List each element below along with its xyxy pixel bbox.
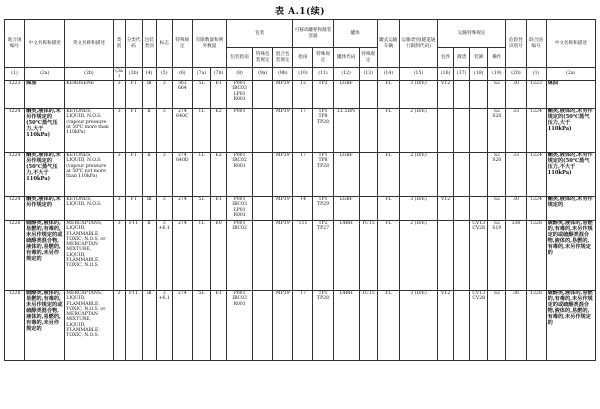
cell-excepted-quantity: E1	[210, 80, 226, 108]
col-number: (15)	[399, 68, 437, 81]
header-hazard-id: 危险性识别号	[506, 20, 526, 68]
cell-un-no: 1228	[5, 290, 25, 360]
cell-class-code: F1	[125, 196, 142, 220]
cell-tsp-packages	[438, 108, 454, 152]
cell-name-en: KETONES, LIQUID, N.O.S. (vapour pressure at 50℃ more than 110kPa)	[65, 108, 113, 152]
cell-transport-category: 3 (D/E)	[399, 290, 437, 360]
col-number: (18)	[470, 68, 488, 81]
col-number: (17)	[454, 68, 470, 81]
cell-tsp-loading	[470, 152, 488, 196]
cell-tsp-bulk	[454, 80, 470, 108]
col-number: (4)	[142, 68, 156, 81]
cell-tsp-loading	[470, 80, 488, 108]
cell-name-zh: 硫醇类,液体的,易燃的,有毒的,未另作规定的或硫醇类混合物,液体的,易燃的,有毒的,未另作规定的	[25, 290, 65, 360]
cell-name-zh-right: 硫醇类,液体的,易燃的,有毒的,未另作规定的或硫醇类混合物,液体的,易燃的,有毒的,未另作规定的	[546, 290, 595, 360]
cell-name-zh: 酮类,液体的,未另作规定的	[25, 196, 65, 220]
cell-transport-category: 2 (D/E)	[399, 152, 437, 196]
cell-hazard-id: 36	[506, 290, 526, 360]
cell-un-no-right: 1228	[526, 220, 546, 290]
col-number: (3b)	[125, 68, 142, 81]
header-rtank-sp: 特殊规定	[359, 48, 377, 68]
cell-transport-category: 2 (D/E)	[399, 108, 437, 152]
cell-excepted-quantity: E2	[210, 152, 226, 196]
cell-limited-quantity: 5L	[192, 80, 210, 108]
cell-name-zh: 酮类,液体的,未另作规定的(50℃蒸气压力,不大于110kPa)	[25, 152, 65, 196]
cell-mixed-packing: MP19	[273, 196, 293, 220]
cell-name-zh-right: 酮类,液体的,未另作规定的(50℃蒸气压力,大于110kPa)	[546, 108, 595, 152]
cell-special-provisions: 274	[172, 290, 192, 360]
cell-un-no-right: 1224	[526, 196, 546, 220]
col-number: (2b)	[65, 68, 113, 81]
cell-class: 3	[113, 220, 125, 290]
cell-limited-quantity: 1L	[192, 152, 210, 196]
col-number: (12)	[333, 68, 359, 81]
col-number: (6)	[172, 68, 192, 81]
cell-excepted-quantity: E0	[210, 220, 226, 290]
cell-vehicle: FL	[377, 80, 399, 108]
cell-un-no-right: 1228	[526, 290, 546, 360]
header-label: 标志	[156, 20, 172, 68]
cell-tsp-bulk	[454, 196, 470, 220]
cell-pack-inst: P001 IBC02	[227, 220, 253, 290]
header-name-en: 英文名称和描述	[65, 20, 113, 68]
header-special-provisions: 特殊规定	[172, 20, 192, 68]
header-tsp-bulk: 散货	[454, 48, 470, 68]
cell-rtank-sp: TU15	[359, 290, 377, 360]
cell-name-en: KETONES, LIQUID, N.O.S.	[65, 196, 113, 220]
col-number: (16)	[438, 68, 454, 81]
header-class: 类别	[113, 20, 125, 68]
cell-un-no: 1223	[5, 80, 25, 108]
header-mixed-packing: 混合包装规定	[273, 48, 293, 68]
cell-packing-group: Ⅱ	[142, 152, 156, 196]
col-number: (20)	[506, 68, 526, 81]
cell-hazard-id: 30	[506, 196, 526, 220]
cell-rtank-code: L4BH	[333, 220, 359, 290]
col-number: (1)	[5, 68, 25, 81]
cell-label: 3	[156, 80, 172, 108]
col-number: (9a)	[253, 68, 273, 81]
cell-name-zh: 酮类,液体的,未另作规定的(50℃蒸气压力,大于110kPa)	[25, 108, 65, 152]
cell-rtank-sp	[359, 152, 377, 196]
header-limited-quantity: 有限数量和例外数量	[192, 20, 226, 68]
table-row	[5, 196, 596, 220]
cell-special-provisions: 274	[172, 196, 192, 220]
table-row	[5, 108, 596, 152]
cell-class: 3	[113, 196, 125, 220]
cell-tsp-bulk	[454, 108, 470, 152]
header-rtank: 罐体	[333, 20, 377, 48]
cell-packing-group: Ⅲ	[142, 196, 156, 220]
col-number: (2a)	[25, 68, 65, 81]
col-number: (19)	[488, 68, 506, 81]
cell-rtank-code: LGBF	[333, 196, 359, 220]
cell-un-no: 1224	[5, 108, 25, 152]
cell-limited-quantity: 1L	[192, 108, 210, 152]
cell-transport-category: 2 (D/E)	[399, 220, 437, 290]
cell-pack-inst: P001 IBC02 R001	[227, 152, 253, 196]
cell-rtank-code: LGBF	[333, 152, 359, 196]
col-number: (5)	[156, 68, 172, 81]
cell-un-no-right: 1223	[526, 80, 546, 108]
header-un-no-right: 联合国编号	[526, 20, 546, 68]
table-row	[5, 80, 596, 108]
cell-rtank-code: L1.5BN	[333, 108, 359, 152]
table-row	[5, 152, 596, 196]
cell-class: 3	[113, 152, 125, 196]
col-number: (8)	[227, 68, 253, 81]
cell-class: 3	[113, 80, 125, 108]
cell-tsp-operation: S2	[488, 290, 506, 360]
cell-hazard-id: 30	[506, 80, 526, 108]
cell-hazard-id: 33	[506, 152, 526, 196]
col-number: (2a)	[546, 68, 595, 81]
cell-name-zh-right: 酮类,液体的,未另作规定的	[546, 196, 595, 220]
cell-name-en: KEROSENE	[65, 80, 113, 108]
cell-un-no: 1224	[5, 196, 25, 220]
cell-class-code: FT1	[125, 220, 142, 290]
cell-tank-inst: T2	[293, 80, 313, 108]
cell-tank-inst: T7	[293, 152, 313, 196]
cell-limited-quantity: 5L	[192, 290, 210, 360]
column-number-row	[5, 68, 596, 81]
cell-class-code: F1	[125, 108, 142, 152]
cell-tsp-operation: S2 S19	[488, 220, 506, 290]
cell-name-zh-right: 煤油	[546, 80, 595, 108]
header-name-zh-right: 中文名称和描述	[546, 20, 595, 68]
cell-tsp-bulk	[454, 290, 470, 360]
cell-mixed-packing: MP19	[273, 80, 293, 108]
cell-class: 3	[113, 290, 125, 360]
cell-excepted-quantity: E2	[210, 108, 226, 152]
cell-vehicle: FL	[377, 152, 399, 196]
table-row	[5, 290, 596, 360]
col-number: (1)	[526, 68, 546, 81]
cell-label: 3	[156, 152, 172, 196]
cell-tsp-loading	[470, 108, 488, 152]
cell-excepted-quantity: E1	[210, 290, 226, 360]
cell-vehicle: FL	[377, 290, 399, 360]
cell-tank-inst: T11	[293, 220, 313, 290]
cell-limited-quantity: 1L	[192, 220, 210, 290]
table-row	[5, 220, 596, 290]
header-tank-sp: 特殊规定	[313, 48, 333, 68]
dangerous-goods-table	[4, 19, 596, 361]
cell-tsp-operation: S2	[488, 196, 506, 220]
cell-tank-sp: TP2 TP27	[313, 220, 333, 290]
cell-class-code: F1	[125, 80, 142, 108]
cell-transport-category: 3 (D/E)	[399, 80, 437, 108]
cell-name-zh-right: 酮类,液体的,未另作规定的(50℃蒸气压力,不大于110kPa)	[546, 152, 595, 196]
col-number: (7a)	[192, 68, 210, 81]
header-transport-special: 运输特殊规定	[438, 20, 506, 48]
cell-tank-inst: T4	[293, 196, 313, 220]
table-title: 表 A.1(续)	[274, 7, 326, 17]
header-transport-category: 运输类别(隧道通行限制代码)	[399, 20, 437, 68]
cell-tsp-packages	[438, 152, 454, 196]
col-number: (3a)	[113, 68, 125, 81]
cell-class-code: FT1	[125, 290, 142, 360]
cell-pack-sp	[253, 152, 273, 196]
cell-pack-sp	[253, 196, 273, 220]
cell-tsp-operation: S2 S20	[488, 108, 506, 152]
header-packaging: 包装	[227, 20, 293, 48]
cell-label: 3	[156, 108, 172, 152]
cell-packing-group: Ⅲ	[142, 290, 156, 360]
cell-rtank-sp	[359, 108, 377, 152]
cell-mixed-packing: MP19	[273, 152, 293, 196]
cell-tsp-loading: CV13 CV28	[470, 290, 488, 360]
cell-rtank-sp	[359, 196, 377, 220]
col-number: (14)	[377, 68, 399, 81]
cell-pack-inst: P001 IBC03 R001	[227, 290, 253, 360]
cell-tsp-packages	[438, 220, 454, 290]
cell-name-zh-right: 硫醇类,液体的,易燃的,有毒的,未另作规定的或硫醇类混合物,液体的,易燃的,有毒的,未另作规定的	[546, 220, 595, 290]
cell-mixed-packing: MP19	[273, 108, 293, 152]
cell-tsp-operation: S2	[488, 80, 506, 108]
cell-name-en: MERCAPTANS, LIQUID, FLAMMABLE, TOXIC, N.O.S. or MERCAPTAN MIXTURE, LIQUID, FLAMMABLE, TOXIC, N.O.S.	[65, 290, 113, 360]
cell-un-no: 1228	[5, 220, 25, 290]
cell-name-zh: 硫醇类,液体的,易燃的,有毒的,未另作规定的或硫醇类混合物,液体的,易燃的,有毒的,未另作规定的	[25, 220, 65, 290]
cell-vehicle: FL	[377, 220, 399, 290]
cell-rtank-code: LGBF	[333, 80, 359, 108]
cell-label: 3	[156, 196, 172, 220]
cell-vehicle: FL	[377, 108, 399, 152]
cell-tank-inst: T7	[293, 108, 313, 152]
cell-rtank-sp	[359, 80, 377, 108]
cell-un-no-right: 1224	[526, 152, 546, 196]
cell-packing-group: Ⅱ	[142, 220, 156, 290]
cell-special-provisions: 363 664	[172, 80, 192, 108]
col-number: (7b)	[210, 68, 226, 81]
cell-packing-group: Ⅲ	[142, 80, 156, 108]
cell-special-provisions: 274 640C	[172, 108, 192, 152]
cell-name-en: MERCAPTANS, LIQUID, FLAMMABLE, TOXIC, N.O.S. or MERCAPTAN MIXTURE, LIQUID, FLAMMABLE, TOXIC, N.O.S.	[65, 220, 113, 290]
cell-tank-sp: TP1 TP8 TP28	[313, 108, 333, 152]
cell-pack-sp	[253, 290, 273, 360]
cell-class: 3	[113, 108, 125, 152]
cell-tsp-packages: V12	[438, 290, 454, 360]
cell-vehicle: FL	[377, 196, 399, 220]
cell-name-en: KETONES, LIQUID, N.O.S. (vapour pressure at 50℃ not more than 110kPa)	[65, 152, 113, 196]
header-pack-inst: 包装指南	[227, 48, 253, 68]
cell-label: 3 +6.1	[156, 290, 172, 360]
cell-pack-inst: P001	[227, 108, 253, 152]
col-number: (11)	[313, 68, 333, 81]
header-tsp-operation: 操作	[488, 48, 506, 68]
cell-tank-sp: TP1 TP29	[313, 196, 333, 220]
cell-class-code: F1	[125, 152, 142, 196]
cell-rtank-sp: TU15	[359, 220, 377, 290]
cell-tsp-bulk	[454, 220, 470, 290]
cell-tsp-loading	[470, 196, 488, 220]
col-number: (13)	[359, 68, 377, 81]
cell-pack-sp	[253, 80, 273, 108]
header-tank-inst: 指南	[293, 48, 313, 68]
cell-tsp-packages: V12	[438, 196, 454, 220]
cell-pack-inst: P001 IBC03 LP01 R001	[227, 196, 253, 220]
header-packing-group: 包装类别	[142, 20, 156, 68]
col-number: (10)	[293, 68, 313, 81]
cell-rtank-code: L4BH	[333, 290, 359, 360]
cell-tank-sp: TP2	[313, 80, 333, 108]
cell-excepted-quantity: E1	[210, 196, 226, 220]
header-tsp-packages: 包件	[438, 48, 454, 68]
header-tsp-loading: 装卸	[470, 48, 488, 68]
header-name-zh: 中文名称和描述	[25, 20, 65, 68]
header-rtank-code: 罐体代码	[333, 48, 359, 68]
header-portable-tank: 可移动罐柜和散装容器	[293, 20, 333, 48]
cell-mixed-packing: MP19	[273, 290, 293, 360]
cell-limited-quantity: 5L	[192, 196, 210, 220]
cell-tank-inst: T7	[293, 290, 313, 360]
cell-un-no-right: 1224	[526, 108, 546, 152]
cell-pack-sp	[253, 220, 273, 290]
header-un-no: 联合国编号	[5, 20, 25, 68]
col-number: (9b)	[273, 68, 293, 81]
cell-packing-group: Ⅱ	[142, 108, 156, 152]
cell-transport-category: 3 (D/E)	[399, 196, 437, 220]
cell-label: 3 +6.1	[156, 220, 172, 290]
cell-tank-sp: TP1 TP8 TP28	[313, 152, 333, 196]
cell-special-provisions: 274	[172, 220, 192, 290]
cell-name-zh: 煤油	[25, 80, 65, 108]
cell-tsp-operation: S2 S20	[488, 152, 506, 196]
header-vehicle: 罐式运输车辆	[377, 20, 399, 68]
cell-tsp-loading: CV13 CV28	[470, 220, 488, 290]
cell-mixed-packing: MP19	[273, 220, 293, 290]
header-class-code: 分类代码	[125, 20, 142, 68]
cell-tsp-packages: V12	[438, 80, 454, 108]
cell-hazard-id: 33	[506, 108, 526, 152]
cell-hazard-id: 336	[506, 220, 526, 290]
cell-pack-sp	[253, 108, 273, 152]
cell-tank-sp: TP1 TP28	[313, 290, 333, 360]
cell-special-provisions: 274 640D	[172, 152, 192, 196]
cell-un-no: 1224	[5, 152, 25, 196]
header-pack-sp: 特殊包装规定	[253, 48, 273, 68]
cell-tsp-bulk	[454, 152, 470, 196]
cell-pack-inst: P001 IBC03 LP01 R001	[227, 80, 253, 108]
